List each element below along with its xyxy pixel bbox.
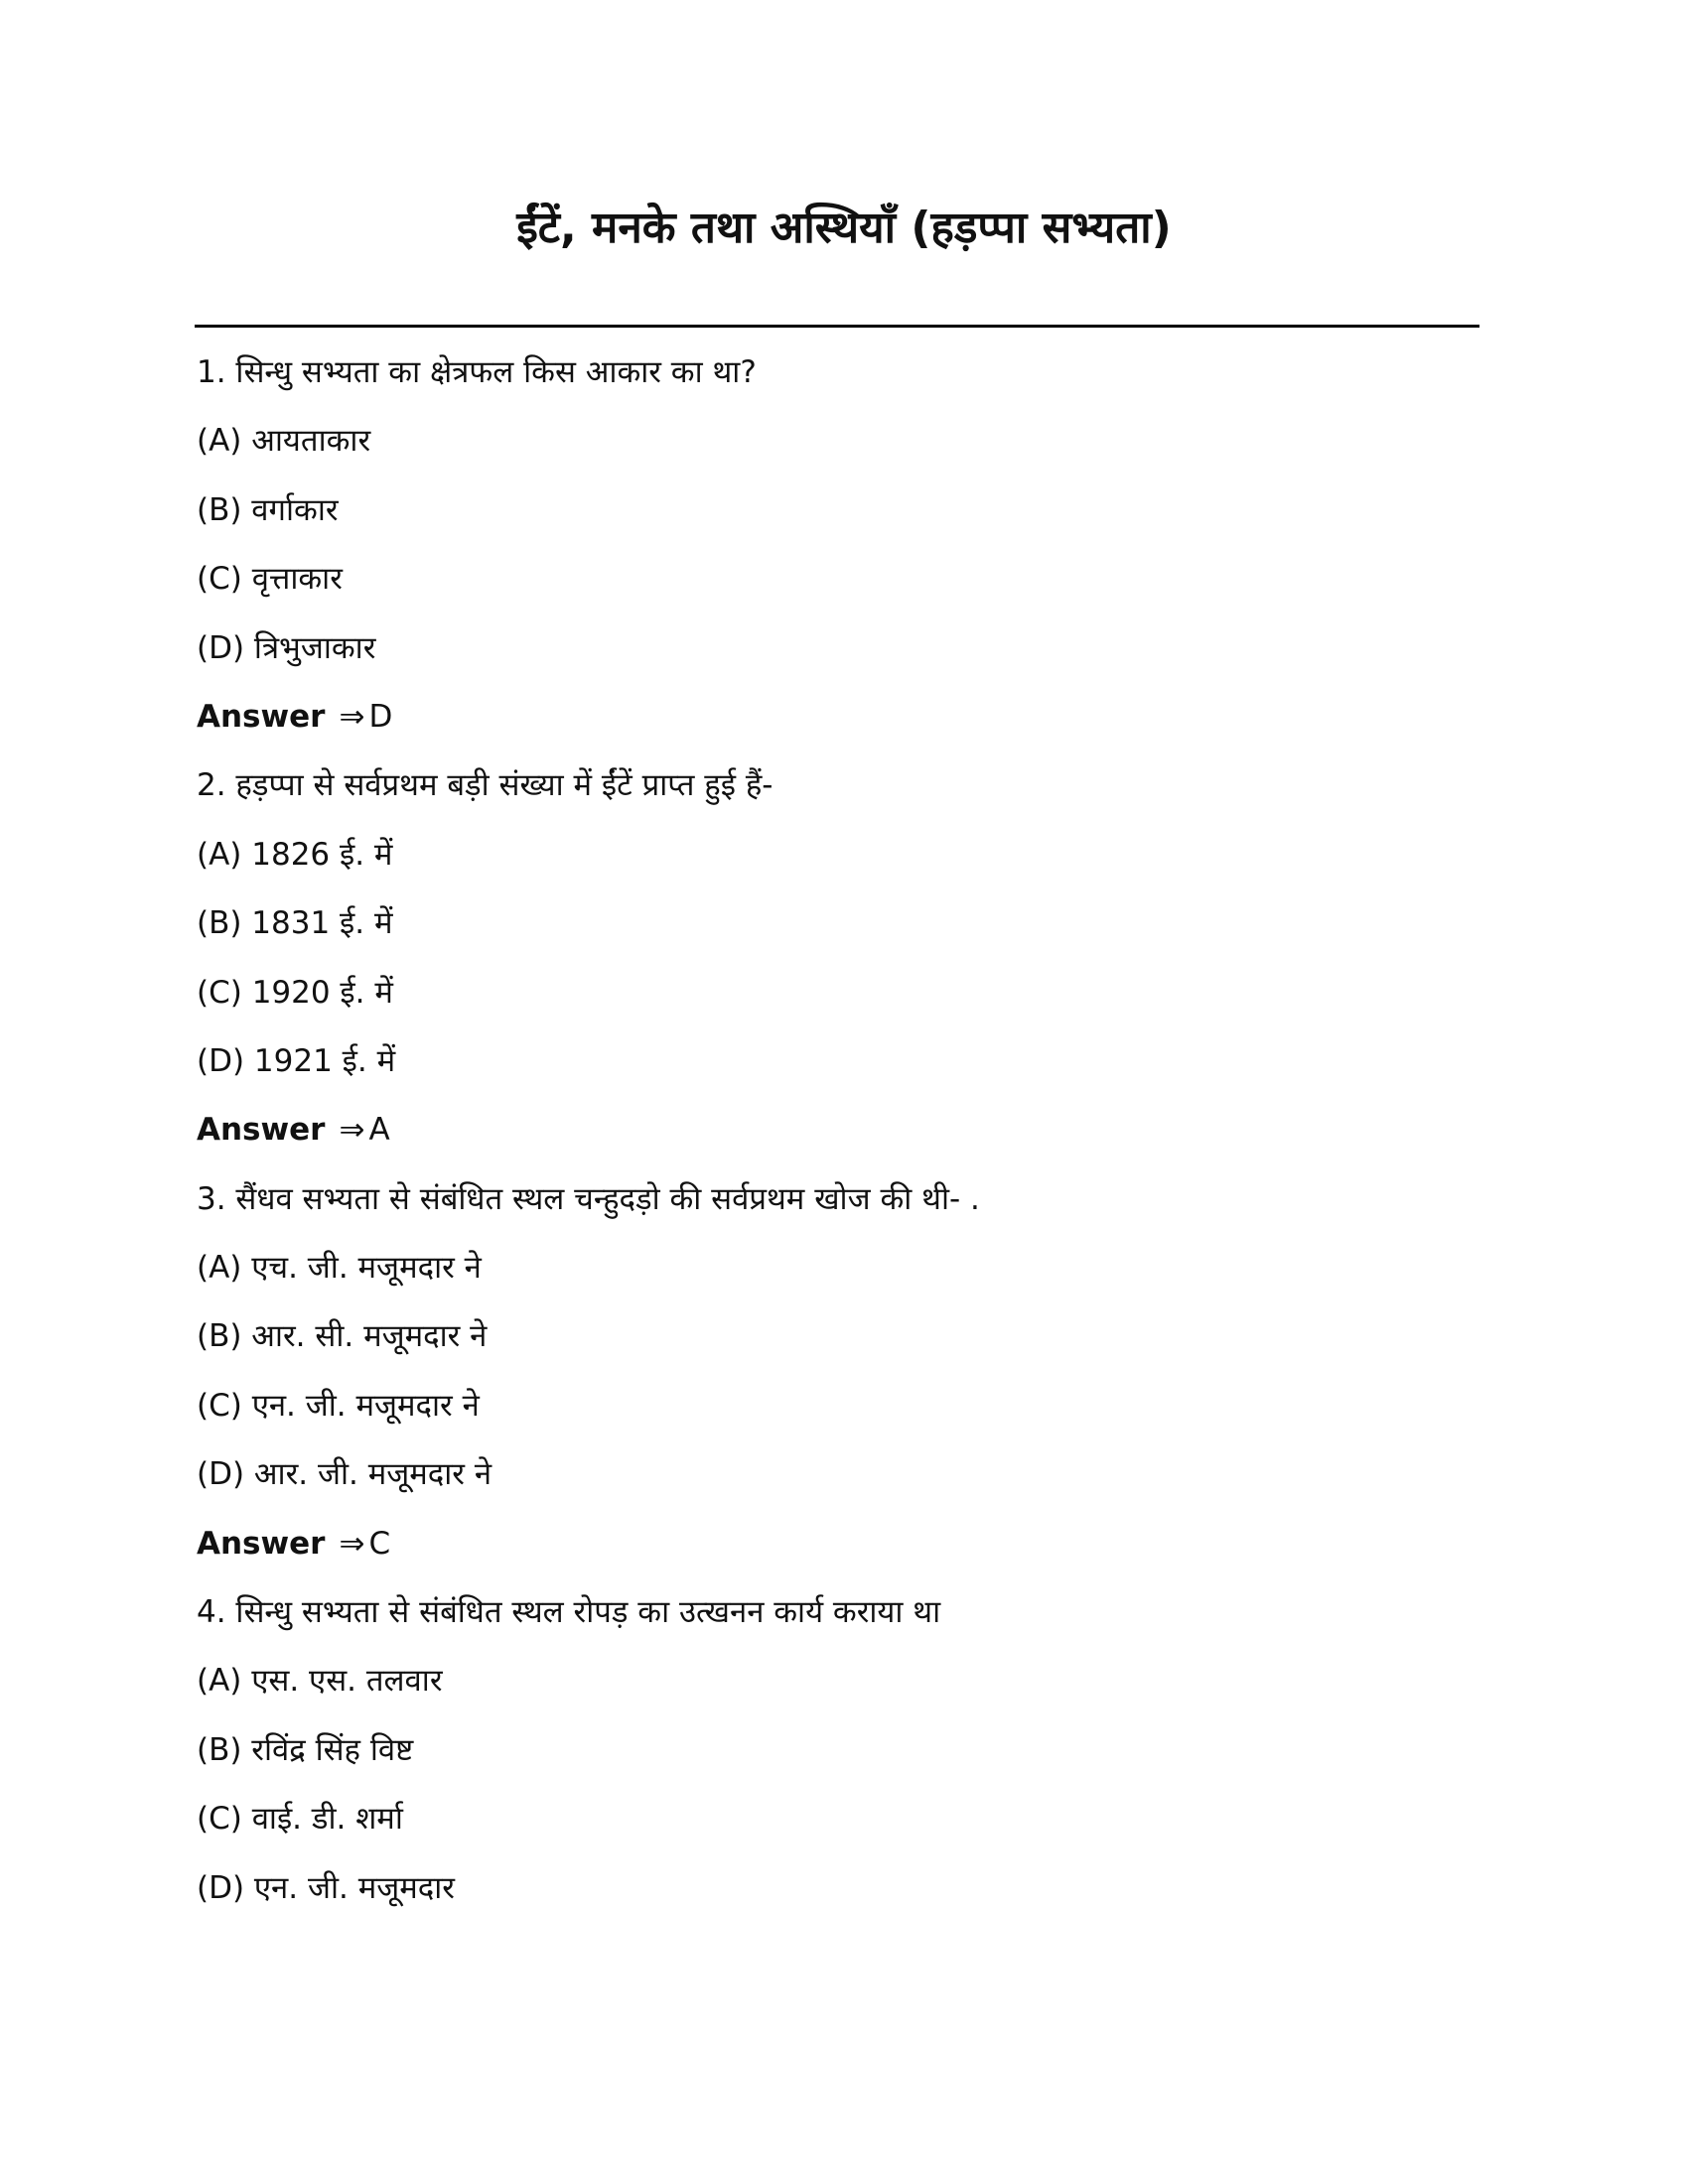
option-c: (C) एन. जी. मजूमदार ने <box>197 1387 480 1424</box>
question-text: 1. सिन्धु सभ्यता का क्षेत्रफल किस आकार का था? <box>197 354 757 390</box>
page-title: ईंटें, मनके तथा अस्थियाँ (हड़प्पा सभ्यता) <box>516 203 1172 253</box>
implies-arrow-icon: ⇒ <box>339 1525 365 1562</box>
question-text: 4. सिन्धु सभ्यता से संबंधित स्थल रोपड़ का उत्खनन कार्य कराया था <box>197 1594 941 1631</box>
answer-line <box>197 692 1487 760</box>
option-c: (C) वाई. डी. शर्मा <box>197 1801 403 1838</box>
option-c: (C) 1920 ई. में <box>197 974 393 1011</box>
implies-arrow-icon: ⇒ <box>339 1112 365 1149</box>
option-a: (A) एच. जी. मजूमदार ने <box>197 1250 482 1287</box>
question-text: 3. सैंधव सभ्यता से संबंधित स्थल चन्हुदड़ो की सर्वप्रथम खोज की थी- . <box>197 1180 980 1217</box>
answer-label: Answer <box>197 1112 326 1149</box>
option-c: (C) वृत्ताकार <box>197 561 343 598</box>
question-text: 2. हड़प्पा से सर्वप्रथम बड़ी संख्या में ईंटें प्राप्त हुई हैं- <box>197 767 774 804</box>
option-b: (B) रविंद्र सिंह विष्ट <box>197 1731 414 1768</box>
implies-arrow-icon: ⇒ <box>339 698 365 735</box>
answer-line <box>197 1105 1487 1173</box>
option-b: (B) आर. सी. मजूमदार ने <box>197 1318 488 1355</box>
answer-label: Answer <box>197 698 326 735</box>
answer-value: D <box>368 698 393 735</box>
option-d: (D) आर. जी. मजूमदार ने <box>197 1456 492 1493</box>
answer-label: Answer <box>197 1525 326 1562</box>
answer-value: C <box>368 1525 391 1562</box>
option-b: (B) 1831 ई. में <box>197 905 393 942</box>
question-list <box>197 347 1487 1932</box>
option-b: (B) वर्गाकार <box>197 491 339 528</box>
option-a: (A) एस. एस. तलवार <box>197 1663 443 1700</box>
option-d: (D) त्रिभुजाकार <box>197 629 376 666</box>
option-a: (A) आयताकार <box>197 423 371 460</box>
answer-line <box>197 1519 1487 1587</box>
option-d: (D) 1921 ई. में <box>197 1042 396 1079</box>
title-divider <box>195 325 1479 328</box>
option-d: (D) एन. जी. मजूमदार <box>197 1869 455 1906</box>
option-a: (A) 1826 ई. में <box>197 836 393 873</box>
answer-value: A <box>368 1112 390 1149</box>
